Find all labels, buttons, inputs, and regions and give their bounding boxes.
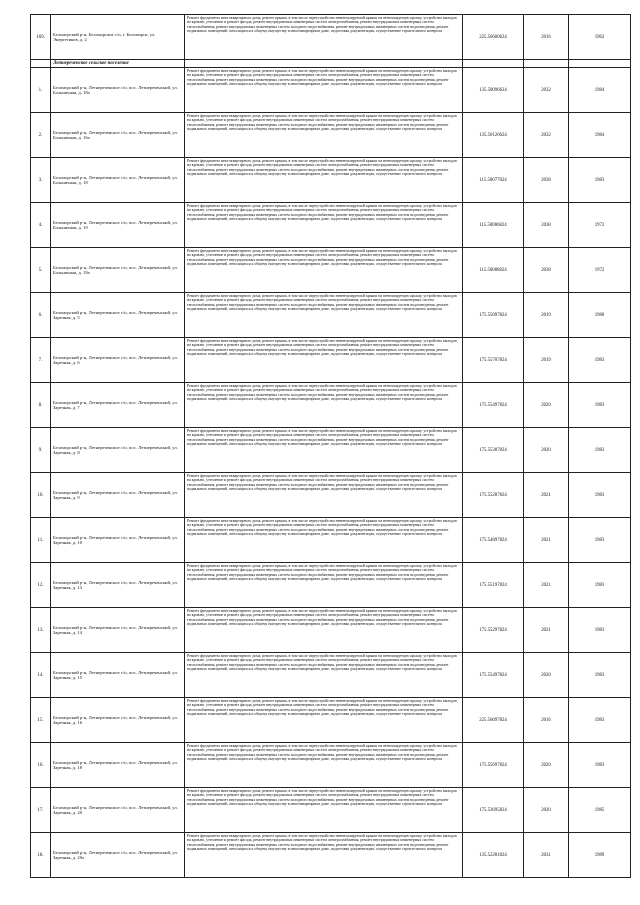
row-plan-year: 2020 — [524, 428, 569, 473]
row-built-year: 1983 — [569, 158, 631, 203]
row-work-list: Ремонт фундамента многоквартирного дома, ремонт крыши, в том числе переустройство невентилируемой крыши на вентилируемую крышу, устройство выходов на кровлю, утепление и ремонт фасада, ремонт внутридомовых инженерных систем электроснабжения, ремонт внутридомовых инженерных систем теплоснабжения, ремонт внутридомовых инженерных систем холодного водоснабжения, ремонт внутридомовых инженерных систем водоотведения, ремонт подвальных помещений, относящихся к общему имуществу в многоквартирном доме, подготовка документации, осуществление строительного контроля — [185, 158, 463, 203]
row-work-list: Ремонт фундамента многоквартирного дома, ремонт крыши, в том числе переустройство невентилируемой крыши на вентилируемую крышу, устройство выходов на кровлю, утепление и ремонт фасада, ремонт внутридомовых инженерных систем электроснабжения, ремонт внутридомовых инженерных систем теплоснабжения, ремонт внутридомовых инженерных систем холодного водоснабжения, ремонт внутридомовых инженерных систем водоотведения, ремонт подвальных помещений, относящихся к общему имуществу в многоквартирном доме, подготовка документации, осуществление строительного контроля — [185, 608, 463, 653]
table-row — [31, 68, 631, 113]
table-row — [31, 203, 631, 248]
row-plan-year: 2032 — [524, 68, 569, 113]
row-number: 8. — [31, 383, 51, 428]
table-row — [31, 248, 631, 293]
row-cost: 175.55197824 — [463, 563, 524, 608]
row-address: Беломорский р-н, Летнереченское с/п, пос. Летнереченский, ул. Заречная, д. 18 — [51, 743, 185, 788]
row-cost: 115.50086824 — [463, 203, 524, 248]
table-row — [31, 15, 631, 60]
row-built-year: 1983 — [569, 383, 631, 428]
row-work-list: Ремонт фундамента многоквартирного дома, ремонт крыши, в том числе переустройство невентилируемой крыши на вентилируемую крышу, устройство выходов на кровлю, утепление и ремонт фасада, ремонт внутридомовых инженерных систем электроснабжения, ремонт внутридомовых инженерных систем теплоснабжения, ремонт внутридомовых инженерных систем холодного водоснабжения, ремонт внутридомовых инженерных систем водоотведения, ремонт подвальных помещений, относящихся к общему имуществу в многоквартирном доме, подготовка документации, осуществление строительного контроля — [185, 383, 463, 428]
row-cost: 225.56097824 — [463, 698, 524, 743]
row-cost: 135.52281824 — [463, 833, 524, 878]
row-number: 9. — [31, 428, 51, 473]
row-address: Беломорский р-н, Летнереченское с/п, пос. Летнереченский, ул. Заречная, д. 10 — [51, 518, 185, 563]
row-address: Беломорский р-н, Летнереченское с/п, пос. Летнереченский, ул. Заречная, д. 16 — [51, 698, 185, 743]
row-plan-year: 2019 — [524, 293, 569, 338]
row-work-list: Ремонт фундамента многоквартирного дома, ремонт крыши, в том числе переустройство невентилируемой крыши на вентилируемую крышу, устройство выходов на кровлю, утепление и ремонт фасада, ремонт внутридомовых инженерных систем электроснабжения, ремонт внутридомовых инженерных систем теплоснабжения, ремонт внутридомовых инженерных систем холодного водоснабжения, ремонт внутридомовых инженерных систем водоотведения, ремонт подвальных помещений, относящихся к общему имуществу в многоквартирном доме, подготовка документации, осуществление строительного контроля — [185, 788, 463, 833]
row-number: 4. — [31, 203, 51, 248]
table-body — [31, 15, 631, 878]
row-number: 11. — [31, 518, 51, 563]
row-cost: 175.55697824 — [463, 743, 524, 788]
row-address: Беломорский р-н, Летнереченское с/п, пос. Летнереченский, ул. Больничная, д. 19 — [51, 203, 185, 248]
row-built-year: 1985 — [569, 788, 631, 833]
row-address: Беломорский р-н, Летнереченское с/п, пос. Летнереченский, ул. Больничная, д. 18 — [51, 158, 185, 203]
row-address: Беломорский р-н, Летнереченское с/п, пос. Летнереченский, ул. Заречная, д. 7 — [51, 383, 185, 428]
row-number: 169. — [31, 15, 51, 60]
row-plan-year: 2038 — [524, 158, 569, 203]
row-cost: 175.55387824 — [463, 428, 524, 473]
section-row — [31, 60, 631, 68]
row-work-list: Ремонт фундамента многоквартирного дома, ремонт крыши, в том числе переустройство невентилируемой крыши на вентилируемую крышу, устройство выходов на кровлю, утепление и ремонт фасада, ремонт внутридомовых инженерных систем электроснабжения, ремонт внутридомовых инженерных систем теплоснабжения, ремонт внутридомовых инженерных систем холодного водоснабжения, ремонт внутридомовых инженерных систем водоотведения, ремонт подвальных помещений, относящихся к общему имуществу в многоквартирном доме, подготовка документации, осуществление строительного контроля — [185, 743, 463, 788]
table-row — [31, 608, 631, 653]
row-built-year: 1983 — [569, 563, 631, 608]
row-address: Беломорский р-н, Летнереченское с/п, пос. Летнереченский, ул. Заречная, д. 5 — [51, 293, 185, 338]
table-row — [31, 383, 631, 428]
row-work-list: Ремонт фундамента многоквартирного дома, ремонт крыши, в том числе переустройство невентилируемой крыши на вентилируемую крышу, устройство выходов на кровлю, утепление и ремонт фасада, ремонт внутридомовых инженерных систем электроснабжения, ремонт внутридомовых инженерных систем теплоснабжения, ремонт внутридомовых инженерных систем холодного водоснабжения, ремонт внутридомовых инженерных систем водоотведения, ремонт подвальных помещений, относящихся к общему имуществу в многоквартирном доме, подготовка документации, осуществление строительного контроля — [185, 248, 463, 293]
row-work-list: Ремонт фундамента многоквартирного дома, ремонт крыши, в том числе переустройство невентилируемой крыши на вентилируемую крышу, устройство выходов на кровлю, утепление и ремонт фасада, ремонт внутридомовых инженерных систем электроснабжения, ремонт внутридомовых инженерных систем теплоснабжения, ремонт внутридомовых инженерных систем холодного водоснабжения, ремонт внутридомовых инженерных систем водоотведения, ремонт подвальных помещений, относящихся к общему имуществу в многоквартирном доме, подготовка документации, осуществление строительного контроля — [185, 833, 463, 878]
section-empty-cell — [524, 60, 569, 68]
row-address: Беломорский р-н, Летнереченское с/п, пос. Летнереченский, ул. Заречная, д. 9 — [51, 473, 185, 518]
row-plan-year: 2016 — [524, 15, 569, 60]
row-address: Беломорский р-н, Летнереченское с/п, пос. Летнереченский, ул. Больничная, д. 18а — [51, 68, 185, 113]
row-cost: 135.50126624 — [463, 113, 524, 158]
row-plan-year: 2020 — [524, 743, 569, 788]
row-plan-year: 2021 — [524, 473, 569, 518]
row-built-year: 1983 — [569, 518, 631, 563]
row-number: 13. — [31, 608, 51, 653]
row-address: Беломорский р-н, Летнереченское с/п, пос. Летнереченский, ул. Больничная, д. 16а — [51, 113, 185, 158]
row-work-list: Ремонт фундамента многоквартирного дома, ремонт крыши, в том числе переустройство невентилируемой крыши на вентилируемую крышу, устройство выходов на кровлю, утепление и ремонт фасада, ремонт внутридомовых инженерных систем электроснабжения, ремонт внутридомовых инженерных систем теплоснабжения, ремонт внутридомовых инженерных систем холодного водоснабжения, ремонт внутридомовых инженерных систем водоотведения, ремонт подвальных помещений, относящихся к общему имуществу в многоквартирном доме, подготовка документации, осуществление строительного контроля — [185, 518, 463, 563]
row-plan-year: 2019 — [524, 338, 569, 383]
table-row — [31, 338, 631, 383]
table-row — [31, 113, 631, 158]
row-work-list: Ремонт фундамента многоквартирного дома, ремонт крыши, в том числе переустройство невентилируемой крыши на вентилируемую крышу, устройство выходов на кровлю, утепление и ремонт фасада, ремонт внутридомовых инженерных систем электроснабжения, ремонт внутридомовых инженерных систем теплоснабжения, ремонт внутридомовых инженерных систем холодного водоснабжения, ремонт внутридомовых инженерных систем водоотведения, ремонт подвальных помещений, относящихся к общему имуществу в многоквартирном доме, подготовка документации, осуществление строительного контроля — [185, 653, 463, 698]
row-address: Беломорский р-н, Летнереченское с/п, пос. Летнереченский, ул. Заречная, д. 20а — [51, 833, 185, 878]
row-number: 18. — [31, 833, 51, 878]
table-row — [31, 743, 631, 788]
row-number: 15. — [31, 698, 51, 743]
table-row — [31, 293, 631, 338]
row-plan-year: 2021 — [524, 563, 569, 608]
row-plan-year: 2021 — [524, 608, 569, 653]
row-plan-year: 2031 — [524, 833, 569, 878]
row-plan-year: 2020 — [524, 653, 569, 698]
row-built-year: 1984 — [569, 113, 631, 158]
row-built-year: 1983 — [569, 473, 631, 518]
row-cost: 175.55497824 — [463, 383, 524, 428]
row-work-list: Ремонт фундамента многоквартирного дома, ремонт крыши, в том числе переустройство невентилируемой крыши на вентилируемую крышу, устройство выходов на кровлю, утепление и ремонт фасада, ремонт внутридомовых инженерных систем электроснабжения, ремонт внутридомовых инженерных систем теплоснабжения, ремонт внутридомовых инженерных систем холодного водоснабжения, ремонт внутридомовых инженерных систем водоотведения, ремонт подвальных помещений, относящихся к общему имуществу в многоквартирном доме, подготовка документации, осуществление строительного контроля — [185, 203, 463, 248]
row-built-year: 1972 — [569, 203, 631, 248]
row-built-year: 1983 — [569, 608, 631, 653]
row-number: 16. — [31, 743, 51, 788]
row-work-list: Ремонт фундамента многоквартирного дома, ремонт крыши, в том числе переустройство невентилируемой крыши на вентилируемую крышу, устройство выходов на кровлю, утепление и ремонт фасада, ремонт внутридомовых инженерных систем электроснабжения, ремонт внутридомовых инженерных систем теплоснабжения, ремонт внутридомовых инженерных систем холодного водоснабжения, ремонт внутридомовых инженерных систем водоотведения, ремонт подвальных помещений, относящихся к общему имуществу в многоквартирном доме, подготовка документации, осуществление строительного контроля — [185, 473, 463, 518]
table-row — [31, 698, 631, 743]
row-built-year: 1984 — [569, 68, 631, 113]
table-row — [31, 158, 631, 203]
row-address: Беломорский р-н, Беломорское с/п, г. Беломорск, ул. Энергетиков, д. 2 — [51, 15, 185, 60]
section-empty-cell — [463, 60, 524, 68]
row-number: 7. — [31, 338, 51, 383]
row-cost: 175.55707824 — [463, 338, 524, 383]
row-cost: 225.56600624 — [463, 15, 524, 60]
row-cost: 115.50077824 — [463, 158, 524, 203]
row-cost: 135.50096624 — [463, 68, 524, 113]
table-row — [31, 473, 631, 518]
row-address: Беломорский р-н, Летнереченское с/п, пос. Летнереченский, ул. Заречная, д. 15 — [51, 653, 185, 698]
row-plan-year: 2038 — [524, 248, 569, 293]
row-number: 17. — [31, 788, 51, 833]
row-built-year: 1962 — [569, 15, 631, 60]
section-title: Летнереченское сельское поселение — [51, 60, 185, 68]
row-built-year: 1980 — [569, 293, 631, 338]
row-built-year: 1983 — [569, 338, 631, 383]
row-number: 1. — [31, 68, 51, 113]
row-number: 12. — [31, 563, 51, 608]
table-row — [31, 428, 631, 473]
section-empty-cell — [185, 60, 463, 68]
row-cost: 175.53695824 — [463, 788, 524, 833]
row-work-list: Ремонт фундамента многоквартирного дома, ремонт крыши, в том числе переустройство невентилируемой крыши на вентилируемую крышу, устройство выходов на кровлю, утепление и ремонт фасада, ремонт внутридомовых инженерных систем электроснабжения, ремонт внутридомовых инженерных систем теплоснабжения, ремонт внутридомовых инженерных систем холодного водоснабжения, ремонт внутридомовых инженерных систем водоотведения, ремонт подвальных помещений, относящихся к общему имуществу в многоквартирном доме, подготовка документации, осуществление строительного контроля — [185, 68, 463, 113]
row-built-year: 1983 — [569, 698, 631, 743]
row-built-year: 1972 — [569, 248, 631, 293]
row-address: Беломорский р-н, Летнереченское с/п, пос. Летнереченский, ул. Заречная, д. 8 — [51, 428, 185, 473]
row-number: 6. — [31, 293, 51, 338]
table-row — [31, 833, 631, 878]
row-plan-year: 2021 — [524, 518, 569, 563]
row-cost: 175.55097824 — [463, 293, 524, 338]
table-row — [31, 518, 631, 563]
row-plan-year: 2038 — [524, 203, 569, 248]
capital-repair-table — [30, 14, 631, 878]
row-cost: 175.55497824 — [463, 653, 524, 698]
row-work-list: Ремонт фундамента многоквартирного дома, ремонт крыши, в том числе переустройство невентилируемой крыши на вентилируемую крышу, устройство выходов на кровлю, утепление и ремонт фасада, ремонт внутридомовых инженерных систем электроснабжения, ремонт внутридомовых инженерных систем теплоснабжения, ремонт внутридомовых инженерных систем холодного водоснабжения, ремонт внутридомовых инженерных систем водоотведения, ремонт подвальных помещений, относящихся к общему имуществу в многоквартирном доме, подготовка документации, осуществление строительного контроля — [185, 563, 463, 608]
row-cost: 175.55287824 — [463, 473, 524, 518]
row-cost: 175.54897824 — [463, 518, 524, 563]
row-work-list: Ремонт фундамента многоквартирного дома, ремонт крыши, в том числе переустройство невентилируемой крыши на вентилируемую крышу, устройство выходов на кровлю, утепление и ремонт фасада, ремонт внутридомовых инженерных систем электроснабжения, ремонт внутридомовых инженерных систем теплоснабжения, ремонт внутридомовых инженерных систем холодного водоснабжения, ремонт внутридомовых инженерных систем водоотведения, ремонт подвальных помещений, относящихся к общему имуществу в многоквартирном доме, подготовка документации, осуществление строительного контроля — [185, 338, 463, 383]
row-plan-year: 2016 — [524, 698, 569, 743]
row-address: Беломорский р-н, Летнереченское с/п, пос. Летнереченский, ул. Заречная, д. 20 — [51, 788, 185, 833]
table-row — [31, 653, 631, 698]
row-plan-year: 2020 — [524, 383, 569, 428]
table-row — [31, 563, 631, 608]
row-work-list: Ремонт фундамента многоквартирного дома, ремонт крыши, в том числе переустройство невентилируемой крыши на вентилируемую крышу, устройство выходов на кровлю, утепление и ремонт фасада, ремонт внутридомовых инженерных систем электроснабжения, ремонт внутридомовых инженерных систем теплоснабжения, ремонт внутридомовых инженерных систем холодного водоснабжения, ремонт внутридомовых инженерных систем водоотведения, ремонт подвальных помещений, относящихся к общему имуществу в многоквартирном доме, подготовка документации, осуществление строительного контроля — [185, 428, 463, 473]
row-number: 5. — [31, 248, 51, 293]
row-built-year: 1983 — [569, 653, 631, 698]
section-empty-cell — [569, 60, 631, 68]
row-built-year: 1983 — [569, 428, 631, 473]
row-address: Беломорский р-н, Летнереченское с/п, пос. Летнереченский, ул. Заречная, д. 6 — [51, 338, 185, 383]
row-address: Беломорский р-н, Летнереченское с/п, пос. Летнереченский, ул. Заречная, д. 14 — [51, 608, 185, 653]
row-built-year: 1983 — [569, 743, 631, 788]
row-work-list: Ремонт фундамента многоквартирного дома, ремонт крыши, в том числе переустройство невентилируемой крыши на вентилируемую крышу, устройство выходов на кровлю, утепление и ремонт фасада, ремонт внутридомовых инженерных систем электроснабжения, ремонт внутридомовых инженерных систем теплоснабжения, ремонт внутридомовых инженерных систем холодного водоснабжения, ремонт внутридомовых инженерных систем водоотведения, ремонт подвальных помещений, относящихся к общему имуществу в многоквартирном доме, подготовка документации, осуществление строительного контроля — [185, 113, 463, 158]
row-number: 14. — [31, 653, 51, 698]
row-number: 10. — [31, 473, 51, 518]
row-cost: 115.50088824 — [463, 248, 524, 293]
row-built-year: 1989 — [569, 833, 631, 878]
row-work-list: Ремонт фундамента многоквартирного дома, ремонт крыши, в том числе переустройство невентилируемой крыши на вентилируемую крышу, устройство выходов на кровлю, утепление и ремонт фасада, ремонт внутридомовых инженерных систем электроснабжения, ремонт внутридомовых инженерных систем теплоснабжения, ремонт внутридомовых инженерных систем холодного водоснабжения, ремонт внутридомовых инженерных систем водоотведения, ремонт подвальных помещений, относящихся к общему имуществу в многоквартирном доме, подготовка документации, осуществление строительного контроля — [185, 293, 463, 338]
table-row — [31, 788, 631, 833]
row-work-list: Ремонт фундамента многоквартирного дома, ремонт крыши, в том числе переустройство невентилируемой крыши на вентилируемую крышу, устройство выходов на кровлю, утепление и ремонт фасада, ремонт внутридомовых инженерных систем электроснабжения, ремонт внутридомовых инженерных систем теплоснабжения, ремонт внутридомовых инженерных систем холодного водоснабжения, ремонт внутридомовых инженерных систем водоотведения, ремонт подвальных помещений, относящихся к общему имуществу в многоквартирном доме, подготовка документации, осуществление строительного контроля — [185, 698, 463, 743]
row-cost: 175.55297824 — [463, 608, 524, 653]
row-work-list: Ремонт фундамента многоквартирного дома, ремонт крыши, в том числе переустройство невентилируемой крыши на вентилируемую крышу, устройство выходов на кровлю, утепление и ремонт фасада, ремонт внутридомовых инженерных систем электроснабжения, ремонт внутридомовых инженерных систем теплоснабжения, ремонт внутридомовых инженерных систем холодного водоснабжения, ремонт внутридомовых инженерных систем водоотведения, ремонт подвальных помещений, относящихся к общему имуществу в многоквартирном доме, подготовка документации, осуществление строительного контроля — [185, 15, 463, 60]
row-address: Беломорский р-н, Летнереченское с/п, пос. Летнереченский, ул. Заречная, д. 13 — [51, 563, 185, 608]
row-plan-year: 2032 — [524, 113, 569, 158]
row-number: 3. — [31, 158, 51, 203]
row-address: Беломорский р-н, Летнереченское с/п, пос. Летнереченский, ул. Больничная, д. 19а — [51, 248, 185, 293]
row-plan-year: 2020 — [524, 788, 569, 833]
row-number: 2. — [31, 113, 51, 158]
section-empty-cell — [31, 60, 51, 68]
